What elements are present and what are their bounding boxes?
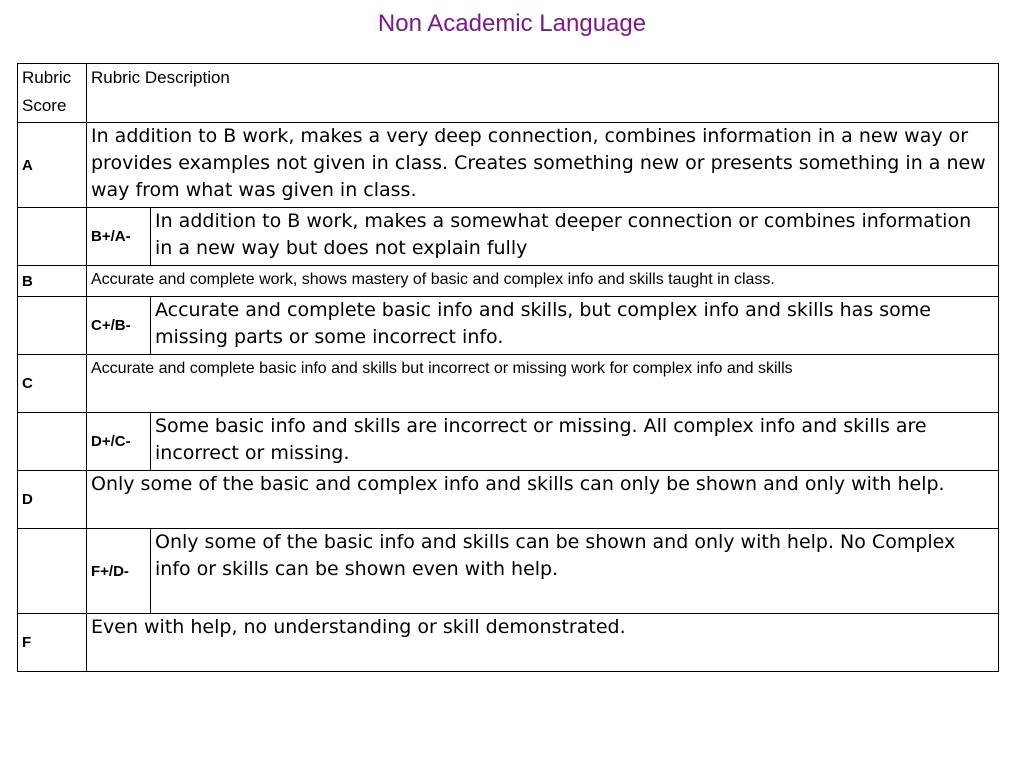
score-cell-empty xyxy=(18,413,87,471)
table-row xyxy=(18,266,999,297)
table-header-row xyxy=(18,64,999,123)
rubric-table xyxy=(17,63,999,672)
table-row xyxy=(18,413,999,471)
description-cell: Only some of the basic and complex info and skills can only be shown and only with help. xyxy=(87,471,999,529)
sub-score-cell: B+/A- xyxy=(87,208,151,266)
table-row xyxy=(18,123,999,208)
score-cell: B xyxy=(18,266,87,297)
table-row xyxy=(18,355,999,413)
description-cell: In addition to B work, makes a very deep connection, combines information in a new way or provides examples not given in class. Creates something new or presents something in a new way from what was given in class. xyxy=(87,123,999,208)
description-cell: In addition to B work, makes a somewhat deeper connection or combines information in a new way but does not explain fully xyxy=(151,208,999,266)
score-cell: A xyxy=(18,123,87,208)
sub-score-cell: C+/B- xyxy=(87,297,151,355)
score-cell-empty xyxy=(18,529,87,614)
description-cell: Accurate and complete basic info and skills, but complex info and skills has some missing parts or some incorrect info. xyxy=(151,297,999,355)
page-title: Non Academic Language xyxy=(377,10,647,37)
table-row xyxy=(18,297,999,355)
description-cell: Only some of the basic info and skills can be shown and only with help. No Complex info or skills can be shown even with help. xyxy=(151,529,999,614)
table-row xyxy=(18,471,999,529)
score-cell: C xyxy=(18,355,87,413)
sub-score-cell: D+/C- xyxy=(87,413,151,471)
description-cell: Accurate and complete basic info and skills but incorrect or missing work for complex info and skills xyxy=(87,355,999,413)
score-cell-empty xyxy=(18,297,87,355)
sub-score-cell: F+/D- xyxy=(87,529,151,614)
table-row xyxy=(18,529,999,614)
header-score: Rubric Score xyxy=(18,64,87,123)
table-row xyxy=(18,208,999,266)
score-cell: D xyxy=(18,471,87,529)
description-cell: Accurate and complete work, shows mastery of basic and complex info and skills taught in class. xyxy=(87,266,999,297)
table-row xyxy=(18,614,999,672)
score-cell-empty xyxy=(18,208,87,266)
description-cell: Even with help, no understanding or skill demonstrated. xyxy=(87,614,999,672)
description-cell: Some basic info and skills are incorrect or missing. All complex info and skills are incorrect or missing. xyxy=(151,413,999,471)
score-cell: F xyxy=(18,614,87,672)
header-description: Rubric Description xyxy=(87,64,999,123)
